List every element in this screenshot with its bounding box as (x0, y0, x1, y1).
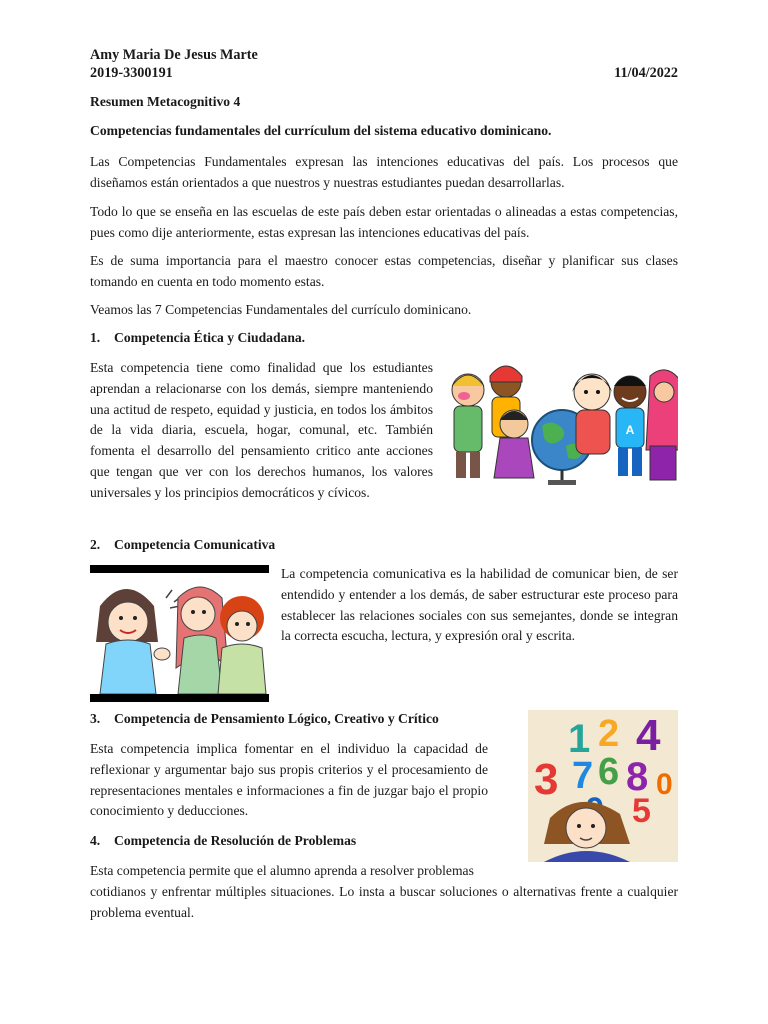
children-globe-illustration (444, 362, 678, 488)
section-3-body: Esta competencia implica fomentar en el individuo la capacidad de reflexionar y argumentar bajo sus propis criterios y el procesamiento de representaciones mentales e informaciones a fin de juzgar bajo el propio conocimiento y deducciones. (90, 741, 488, 819)
section-2-body: La competencia comunicativa es la habilidad de comunicar bien, de ser entendido y entender a los demás, de saber estructurar este proceso para establecer las relaciones sociales con sus semejantes, donde se integran la correcta escucha, lectura, y expresión oral y escrita. (281, 566, 678, 644)
section-4-heading (90, 832, 356, 850)
section-1-body: Esta competencia tiene como finalidad que los estudiantes aprendan a relacionarse con los demás, siempre manteniendo una actitud de respeto, equidad y justicia, en todos los ámbitos de la vida diaria, escuela, hogar, comunal, etc. También fomenta el desarrollo del pensamiento critico ante acciones que tengan que ver con los derechos humanos, los valores universales y los principios democráticos y cívicos. (90, 360, 433, 500)
section-1-heading (90, 329, 305, 347)
bottom-divider-bar (90, 694, 269, 702)
svg-text:A: A (625, 423, 635, 437)
author-name: Amy Maria De Jesus Marte (90, 47, 258, 63)
section-1-title: Competencia Ética y Ciudadana. (114, 330, 306, 345)
section-2-heading (90, 536, 275, 554)
intro-paragraph-3: Es de suma importancia para el maestro conocer estas competencias, diseñar y planificar sus clases tomando en cuenta en todo momento estas. (90, 253, 678, 289)
section-2-number: 2. (90, 537, 101, 552)
digit-6: 6 (598, 751, 620, 793)
section-4-body-line-1: Esta competencia permite que el alumno aprenda a resolver problemas (90, 863, 474, 878)
section-3-title: Competencia de Pensamiento Lógico, Creativo y Crítico (114, 711, 439, 726)
section-4-body-rest: cotidianos y enfrentar múltiples situaciones. Lo insta a buscar soluciones o alternativas frente a cualquier problema eventual. (90, 884, 678, 920)
section-4-title: Competencia de Resolución de Problemas (114, 833, 357, 848)
section-4-number: 4. (90, 833, 101, 848)
intro-paragraph-4: Veamos las 7 Competencias Fundamentales del currículo dominicano. (90, 302, 472, 317)
section-3-number: 3. (90, 711, 101, 726)
digit-5: 5 (632, 792, 651, 830)
digit-7: 7 (572, 755, 594, 797)
digit-0: 0 (656, 768, 673, 801)
digit-3: 3 (534, 755, 559, 804)
student-id: 2019-3300191 (90, 65, 173, 81)
section-2-title: Competencia Comunicativa (114, 537, 276, 552)
intro-paragraph-2: Todo lo que se enseña en las escuelas de este país deben estar orientadas o alineadas a estas competencias, pues como dije anteriormente, estas expresan las intenciones educativas del país. (90, 204, 678, 240)
document-date: 11/04/2022 (614, 65, 678, 81)
numbers-girl-illustration (528, 710, 678, 862)
digit-1: 1 (568, 717, 591, 761)
digit-8: 8 (626, 755, 649, 799)
section-1-number: 1. (90, 330, 101, 345)
document-subtitle: Competencias fundamentales del currículum del sistema educativo dominicano. (90, 123, 552, 138)
girls-talking-illustration (92, 576, 268, 694)
section-3-heading (90, 710, 439, 728)
top-divider-bar (90, 565, 269, 573)
digit-4: 4 (636, 711, 661, 760)
digit-2: 2 (598, 713, 620, 755)
document-title: Resumen Metacognitivo 4 (90, 94, 241, 109)
intro-paragraph-1: Las Competencias Fundamentales expresan las intenciones educativas del país. Los procesos que diseñamos están orientados a que nuestros y nuestras estudiantes puedan desarrollarlas. (90, 154, 678, 190)
